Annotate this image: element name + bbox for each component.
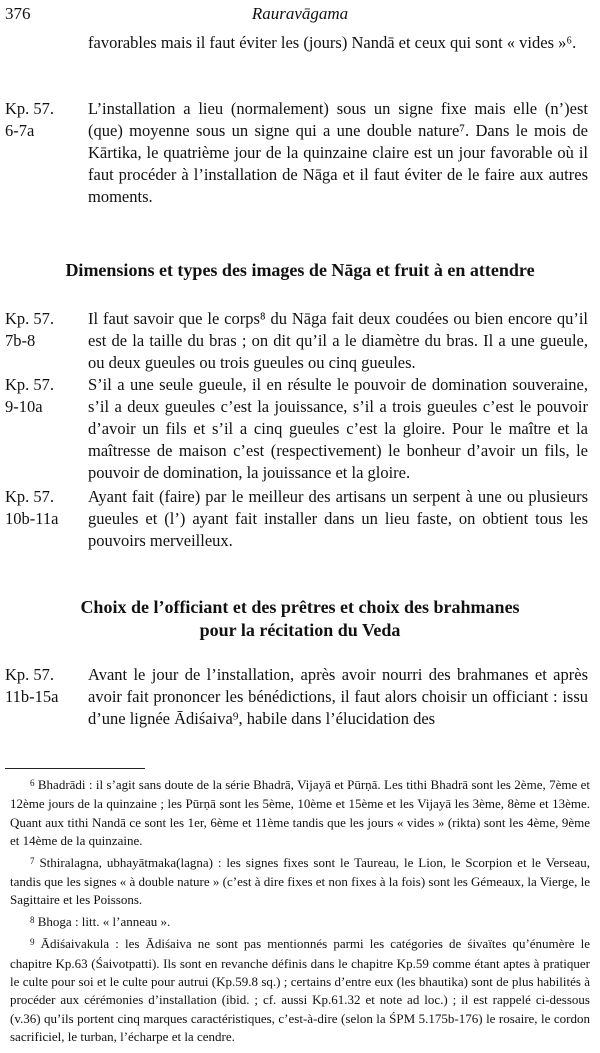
section-heading-line2: pour la récitation du Veda	[199, 620, 401, 640]
paragraph-text: Avant le jour de l’installation, après avoir nourri des brahmanes et après avoir fait prononcer les bénédictions, il faut alors choisir un officiant : issu d’une lignée Ādiśaiva⁹, habile dans l’élucidation des	[88, 665, 588, 728]
verse-reference-line1: Kp. 57.	[5, 375, 55, 394]
footnote-text: Bhoga : litt. « l’anneau ».	[37, 913, 171, 929]
paragraph	[88, 374, 588, 484]
footnote-text: Sthiralagna, ubhayātmaka(lagna) : les signes fixes sont le Taureau, le Lion, le Scorpion et le Verseau, tandis que les signes « à double nature » (c’est à dire fixes et non fixes à la fois) sont les Gémeaux, la Vierge, le Sagittaire et les Poissons.	[10, 854, 590, 908]
paragraph-text: Ayant fait (faire) par le meilleur des artisans un serpent à une ou plusieurs gueules et (l’) ayant fait installer dans un lieu faste, on obtient tous les pouvoirs merveilleux.	[88, 487, 588, 550]
verse-reference-line1: Kp. 57.	[5, 99, 55, 118]
footnote	[10, 776, 590, 851]
paragraph	[88, 98, 588, 208]
verse-reference-line2: 10b-11a	[5, 509, 59, 528]
verse-reference-line2: 11b-15a	[5, 687, 59, 706]
verse-reference	[5, 98, 54, 142]
paragraph-text: favorables mais il faut éviter les (jours) Nandā et ceux qui sont « vides »⁶.	[88, 33, 577, 52]
paragraph	[88, 486, 588, 552]
page-number: 376	[5, 4, 31, 23]
section-heading-line1: Choix de l’officiant et des prêtres et choix des brahmanes	[80, 597, 520, 617]
footnote-number: 9	[30, 937, 35, 948]
section-heading: Dimensions et types des images de Nāga et fruit à en attendre	[65, 260, 535, 280]
verse-reference-line2: 7b-8	[5, 331, 36, 350]
verse-reference-line2: 6-7a	[5, 121, 35, 140]
paragraph	[88, 308, 588, 374]
footnote	[10, 854, 590, 910]
paragraph	[88, 664, 588, 730]
verse-reference-line1: Kp. 57.	[5, 665, 55, 684]
verse-reference-line1: Kp. 57.	[5, 487, 55, 506]
verse-reference-line1: Kp. 57.	[5, 309, 55, 328]
footnote-number: 8	[30, 914, 35, 925]
verse-reference-line2: 9-10a	[5, 397, 43, 416]
paragraph-continued	[88, 32, 588, 54]
verse-reference	[5, 374, 54, 418]
section-heading	[0, 596, 600, 642]
verse-reference	[5, 664, 58, 708]
footnote-number: 7	[30, 855, 35, 866]
footnote-text: Bhadrādi : il s’agit sans doute de la série Bhadrā, Vijayā et Pūrṇā. Les tithi Bhadrā sont les 2ème, 7ème et 12ème jours de la quinzaine ; les Pūrṇā sont les 5ème, 10ème et 15ème et les Vijayā les 3ème, 8ème et 13ème. Quant aux tithi Nandā ce sont les 1er, 6ème et 11ème tandis que les jours « vides » (rikta) sont les 4ème, 9ème et 14ème de la quinzaine.	[10, 777, 591, 849]
verse-reference	[5, 486, 58, 530]
running-title: Rauravāgama	[251, 4, 349, 23]
paragraph-text: Il faut savoir que le corps⁸ du Nāga fait deux coudées ou bien encore qu’il est de la taille du bras ; on dit qu’il a le diamètre du bras. Il a une gueule, ou deux gueules ou trois gueules ou cinq gueules.	[88, 309, 588, 372]
verse-reference	[5, 308, 54, 352]
footnote	[10, 935, 590, 1046]
paragraph-text: S’il a une seule gueule, il en résulte le pouvoir de domination souveraine, s’il a deux gueules c’est la jouissance, s’il a trois gueules c’est le pouvoir d’avoir un fils et s’il a cinq gueules c’est la gloire. Pour le maître et la maîtresse de maison c’est (respectivement) le bonheur d’avoir un fils, le pouvoir de domination, la jouissance et la gloire.	[88, 375, 588, 482]
footnote-separator	[5, 768, 145, 769]
footnotes	[10, 776, 590, 1050]
footnote-number: 6	[30, 778, 35, 788]
footnote	[10, 913, 590, 932]
paragraph-text: L’installation a lieu (normalement) sous un signe fixe mais elle (n’)est (que) moyenne sous un signe qui a une double nature⁷. Dans le mois de Kārtika, le quatrième jour de la quinzaine claire est un jour favorable où il faut procéder à l’installation de Nāga et il faut éviter de le faire aux autres moments.	[88, 99, 588, 206]
footnote-text: Ādiśaivakula : les Ādiśaiva ne sont pas mentionnés parmi les catégories de śivaïtes qu’énumère le chapitre Kp.63 (Śaivotpatti). Ils sont en revanche définis dans le chapitre Kp.59 comme étant aptes à pratiquer le culte pour soi et le culte pour autrui (Kp.59.8 sq.) ; certains d’entre eux (les bhautika) sont de plus habilités à procéder aux cérémonies d’installation (ibid. ; cf. aussi Kp.61.32 et note ad loc.) ; il est rappelé ci-dessous (v.36) qu’ils portent cinq marques caractéristiques, c’est-à-dire (selon la ŚPM 5.175b-176) le rosaire, le cordon sacrificiel, le turban, l’écharpe et la cendre.	[10, 936, 591, 1045]
